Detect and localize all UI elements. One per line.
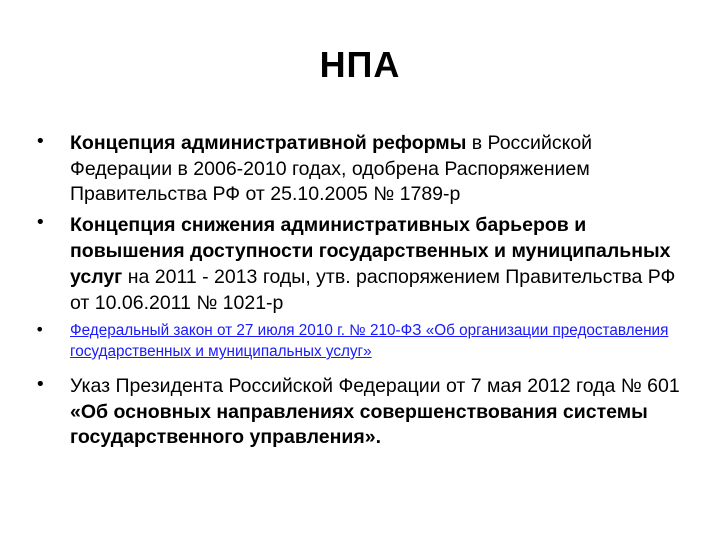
bullet-icon: • (35, 131, 46, 152)
list-item-normal-text: Указ Президента Российской Федерации от 7 мая 2012 года № 601 (70, 375, 680, 397)
list-item-text (70, 374, 690, 451)
bullet-icon: • (35, 320, 45, 339)
bullet-icon: • (35, 374, 46, 395)
list-item-bold-text: Концепция административной реформы (70, 132, 467, 154)
list-item-bold-text: «Об основных направлениях совершенствования системы государственного управления». (70, 400, 648, 448)
list-item-normal-text: в Российской Федерации в 2006-2010 годах, одобрена Распоряжением Правительства РФ от 25.10.2005 № 1789-р (70, 132, 593, 205)
list-item-text (70, 131, 690, 208)
list-item-text (70, 320, 690, 362)
list-item-normal-text: на 2011 - 2013 годы, утв. распоряжением Правительства РФ от 10.06.2011 № 1021-р (70, 266, 676, 314)
list-item-text (70, 212, 690, 316)
list-item-bold-text: Концепция снижения административных барьеров и повышения доступности государственных и муниципальных услуг (70, 214, 671, 288)
slide-title: НПА (319, 44, 401, 85)
bullet-icon: • (35, 212, 46, 233)
law-link[interactable]: Федеральный закон от 27 июля 2010 г. № 210-ФЗ «Об организации предоставления государственных и муниципальных услуг» (70, 322, 669, 360)
